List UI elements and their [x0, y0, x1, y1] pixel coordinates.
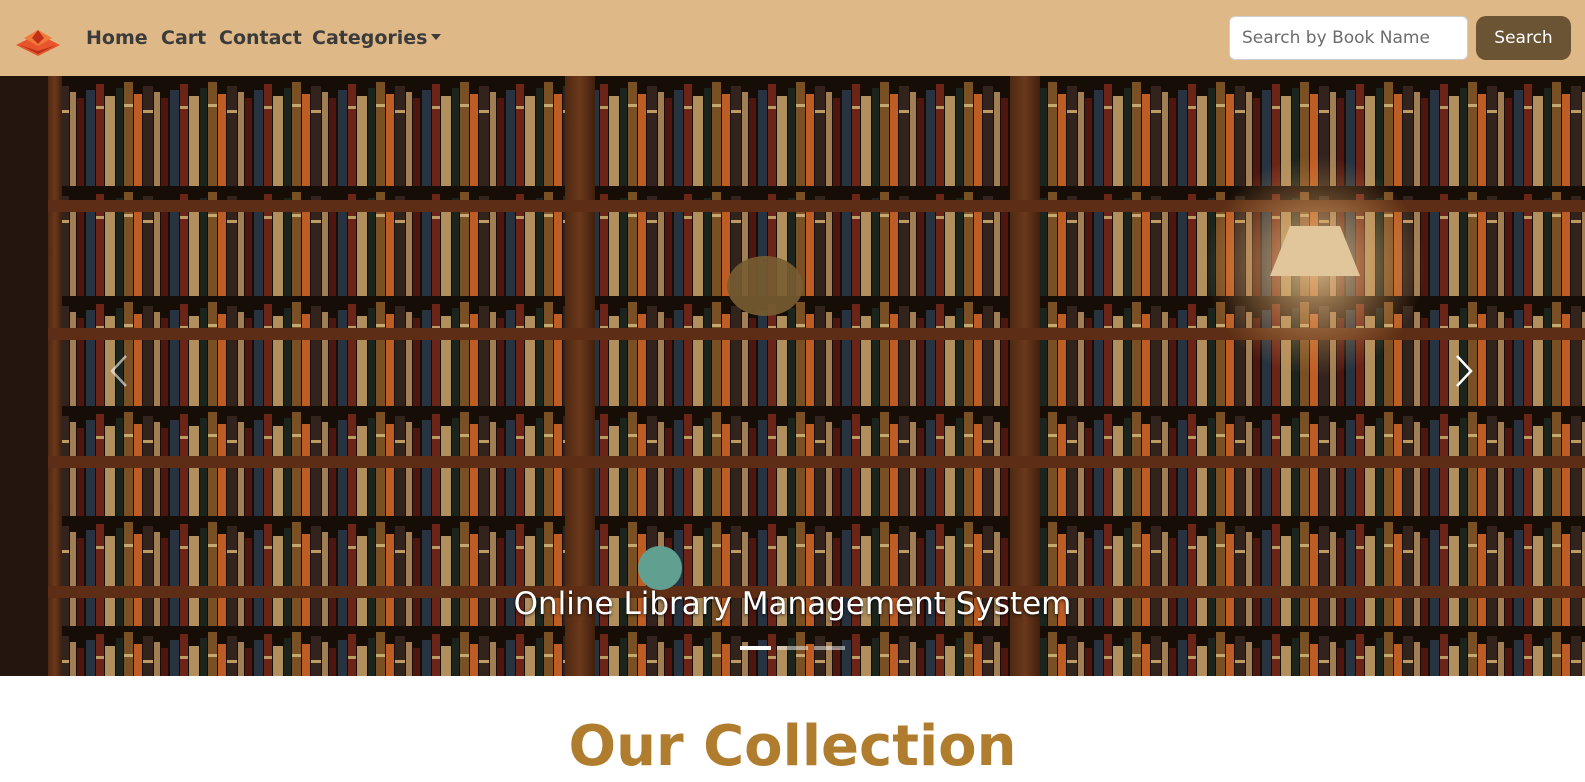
carousel-prev-chevron-left-icon[interactable] — [100, 346, 140, 396]
carousel-indicators — [0, 646, 1585, 650]
hero-carousel — [0, 76, 1585, 676]
search-input[interactable] — [1229, 16, 1468, 60]
carousel-indicator-1[interactable] — [740, 646, 771, 650]
carousel-indicator-2[interactable] — [777, 646, 808, 650]
nav-home-link[interactable]: Home — [86, 27, 148, 49]
carousel-next-chevron-right-icon[interactable] — [1443, 346, 1483, 396]
nav-contact-link[interactable]: Contact — [219, 27, 302, 49]
navbar — [0, 0, 1585, 76]
nav-cart-link[interactable]: Cart — [161, 27, 207, 49]
carousel-caption: Online Library Management System — [513, 586, 1072, 622]
caret-down-icon — [431, 34, 441, 40]
library-logo-icon[interactable] — [14, 24, 62, 58]
section-title: Our Collection — [568, 714, 1017, 779]
carousel-indicator-3[interactable] — [814, 646, 845, 650]
search-button[interactable]: Search — [1476, 16, 1571, 60]
nav-categories-label: Categories — [312, 27, 428, 49]
nav-categories-dropdown[interactable] — [312, 26, 441, 50]
